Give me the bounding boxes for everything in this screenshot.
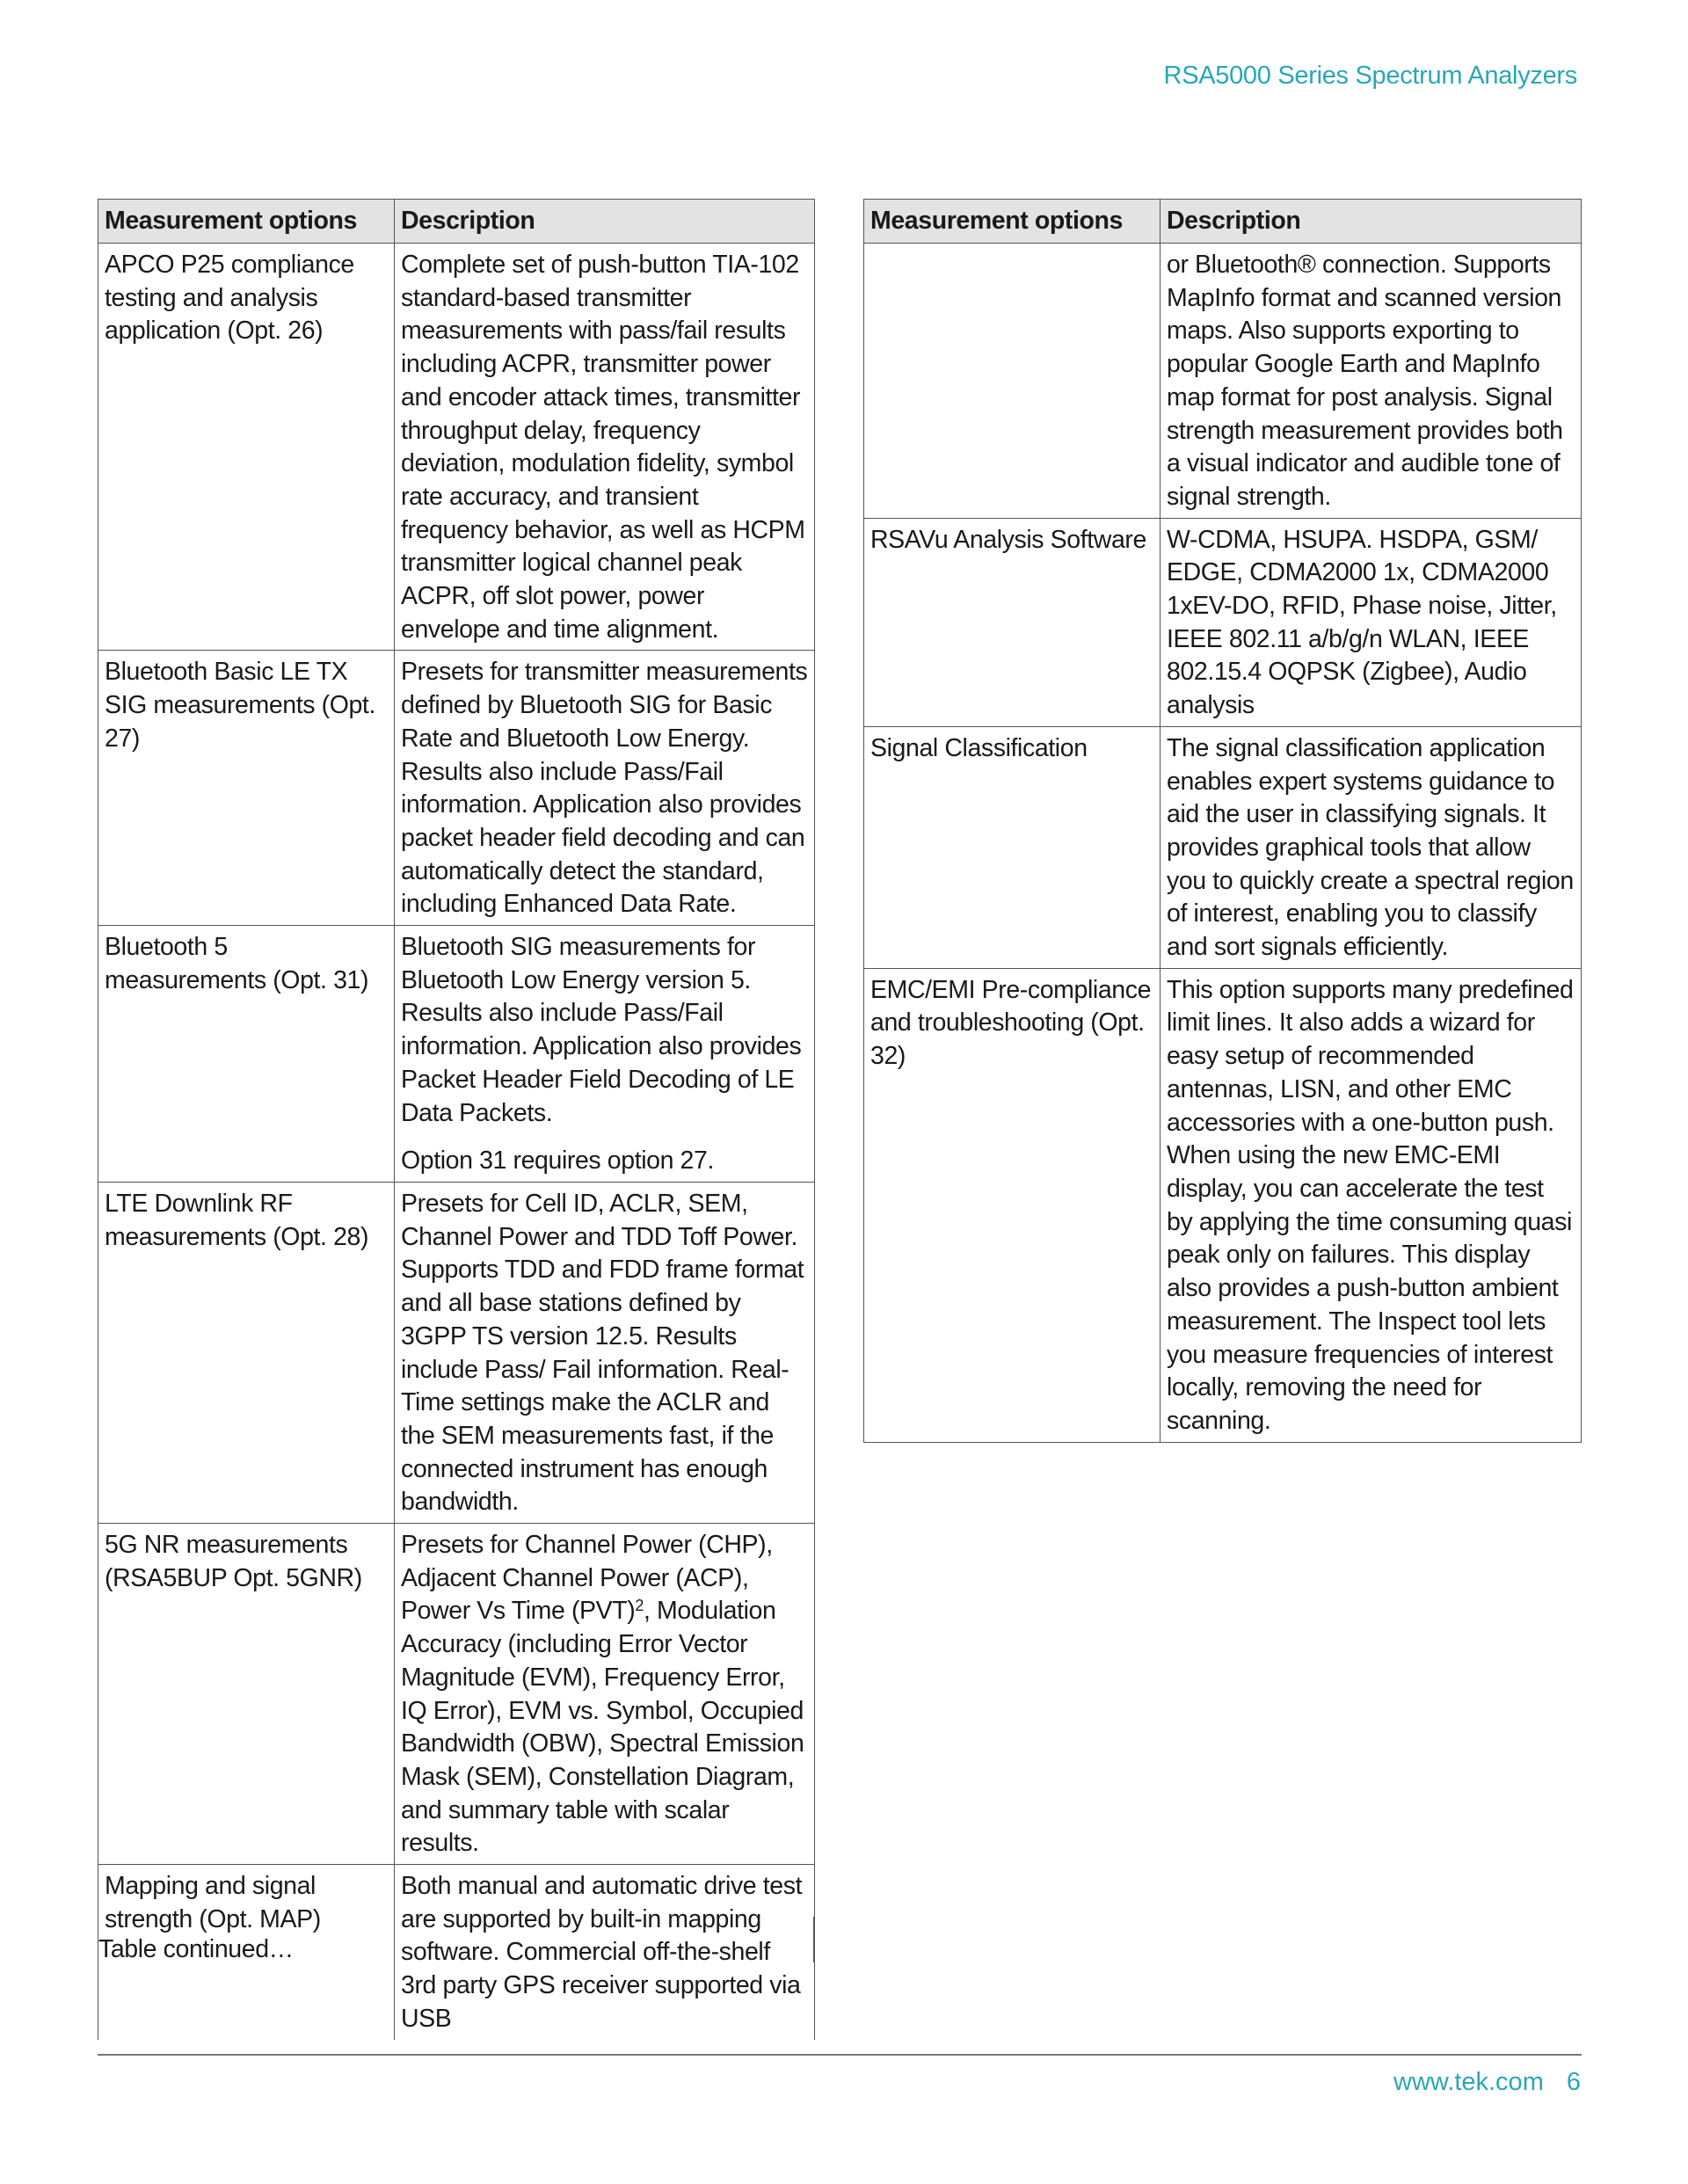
option-description-cell: The signal classification application enables expert systems guidance to aid the user in classifying signals. It provides graphical tools that allow you to quickly create a spectral region of interest, enabling you to classify and sort signals efficiently.: [1160, 726, 1582, 968]
table-row: [864, 518, 1582, 726]
option-description-cell: Both manual and automatic drive test are supported by built-in mapping software. Commercial off-the-shelf 3rd party GPS receiver supported via USB: [395, 1865, 815, 2040]
description-text-part: , Modulation Accuracy (including Error Vector Magnitude (EVM), Frequency Error, IQ Error), EVM vs. Symbol, Occupied Bandwidth (OBW), Spectral Emission Mask (SEM), Constellation Diagram, and summary table with scalar results.: [401, 1597, 804, 1858]
column-header-measurement-options: Measurement options: [98, 200, 395, 244]
footer-url-link[interactable]: www.tek.com: [1393, 2068, 1544, 2096]
table-row: [98, 926, 815, 1183]
table-row: [864, 968, 1582, 1442]
option-description-cell: Presets for Cell ID, ACLR, SEM, Channel Power and TDD Toff Power. Supports TDD and FDD frame format and all base stations defined by 3GPP TS version 12.5. Results include Pass/ Fail information. Real-Time settings make the ACLR and the SEM measurements fast, if the connected instrument has enough bandwidth.: [395, 1182, 815, 1523]
table-row: [864, 726, 1582, 968]
table-row: [98, 1524, 815, 1865]
column-header-measurement-options: Measurement options: [864, 200, 1160, 244]
option-name-cell: LTE Downlink RF measurements (Opt. 28): [98, 1182, 395, 1523]
option-name-cell: Bluetooth Basic LE TX SIG measurements (Opt. 27): [98, 651, 395, 926]
option-name-cell: Mapping and signal strength (Opt. MAP): [98, 1865, 395, 2040]
table-continued-label: Table continued…: [98, 1931, 395, 1969]
option-requirement-note: Option 31 requires option 27.: [401, 1147, 714, 1176]
option-description-cell: W-CDMA, HSUPA. HSDPA, GSM/ EDGE, CDMA2000 1x, CDMA2000 1xEV-DO, RFID, Phase noise, Jitter, IEEE 802.11 a/b/g/n WLAN, IEEE 802.15.4 OQPSK (Zigbee), Audio analysis: [1160, 518, 1582, 726]
option-description-cell: This option supports many predefined limit lines. It also adds a wizard for easy setup of recommended antennas, LISN, and other EMC accessories with a one-button push. When using the new EMC-EMI display, you can accelerate the test by applying the time consuming quasi peak only on failures. This display also provides a push-button ambient measurement. The Inspect tool lets you measure frequencies of interest locally, removing the need for scanning.: [1160, 968, 1582, 1442]
option-name-cell: RSAVu Analysis Software: [864, 518, 1160, 726]
footer-divider: [98, 2054, 1582, 2056]
table-row: [864, 244, 1582, 519]
description-text: Bluetooth SIG measurements for Bluetooth Low Energy version 5. Results also include Pass/Fail information. Application also provides Packet Header Field Decoding of LE Data Packets.: [401, 933, 802, 1127]
column-header-description: Description: [1160, 200, 1582, 244]
option-name-cell: APCO P25 compliance testing and analysis application (Opt. 26): [98, 244, 395, 651]
option-description-cell: [395, 926, 815, 1183]
description-text-part: Presets for Channel Power (CHP), Adjacent Channel Power (ACP), Power Vs Time (PVT): [401, 1531, 773, 1626]
option-description-cell: Complete set of push-button TIA-102 standard-based transmitter measurements with pass/fail results including ACPR, transmitter power and encoder attack times, transmitter throughput delay, frequency deviation, modulation fidelity, symbol rate accuracy, and transient frequency behavior, as well as HCPM transmitter logical channel peak ACPR, off slot power, power envelope and time alignment.: [395, 244, 815, 651]
table-divider-line: [813, 1917, 814, 1962]
document-header-title: RSA5000 Series Spectrum Analyzers: [1163, 62, 1577, 90]
option-description-cell: or Bluetooth® connection. Supports MapInfo format and scanned version maps. Also supports exporting to popular Google Earth and MapInfo map format for post analysis. Signal strength measurement provides both a visual indicator and audible tone of signal strength.: [1160, 244, 1582, 519]
option-name-cell: Bluetooth 5 measurements (Opt. 31): [98, 926, 395, 1183]
table-header-row: [864, 200, 1582, 244]
table-row: [98, 1182, 815, 1523]
option-description-cell: Presets for transmitter measurements defined by Bluetooth SIG for Basic Rate and Bluetooth Low Energy. Results also include Pass/Fail information. Application also provides packet header field decoding and can automatically detect the standard, including Enhanced Data Rate.: [395, 651, 815, 926]
page-footer: [1393, 2068, 1581, 2097]
page-number: 6: [1566, 2068, 1581, 2096]
table-header-row: [98, 200, 815, 244]
option-name-cell: 5G NR measurements (RSA5BUP Opt. 5GNR): [98, 1524, 395, 1865]
table-row: [98, 651, 815, 926]
measurement-options-table-left: [98, 199, 815, 2040]
table-row: [98, 244, 815, 651]
option-name-cell: [864, 244, 1160, 519]
footnote-marker: 2: [635, 1597, 644, 1615]
option-description-cell: [395, 1524, 815, 1865]
option-name-cell: EMC/EMI Pre-compliance and troubleshooting (Opt. 32): [864, 968, 1160, 1442]
option-name-cell: Signal Classification: [864, 726, 1160, 968]
column-header-description: Description: [395, 200, 815, 244]
measurement-options-table-right: [863, 199, 1582, 1443]
